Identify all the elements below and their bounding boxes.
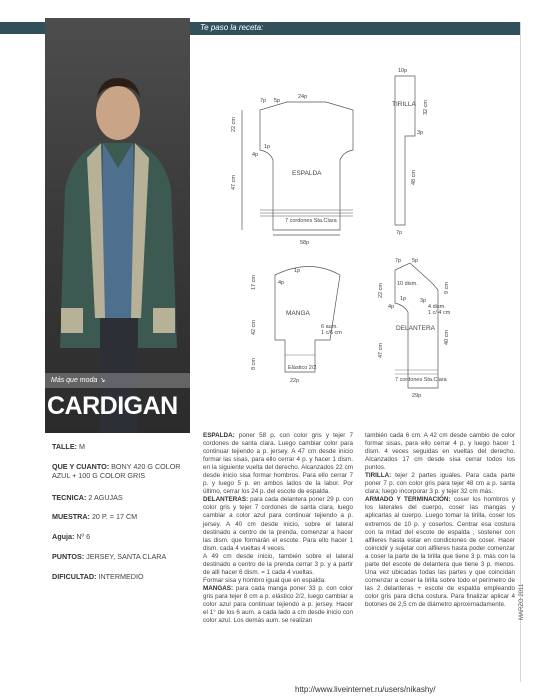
spec-value: BONY 420 G COLOR AZUL + 100 G COLOR GRIS: [52, 462, 181, 480]
espalda-armhole-label: 4p: [252, 152, 259, 158]
pattern-diagram: [190, 40, 520, 400]
delantera-cerrar-label: 3p: [420, 298, 427, 304]
instruction-heading: ARMADO Y TERMINACIÓN:: [365, 496, 451, 504]
manga-elastico-label: Elástico 2/2: [288, 365, 317, 371]
instructions-column-2: [365, 432, 515, 609]
delantera-height1: 22 cm: [378, 283, 384, 298]
espalda-title: ESPALDA: [292, 170, 322, 177]
manga-height: 42 cm: [251, 320, 257, 335]
espalda-height1: 22 cm: [231, 117, 237, 132]
tirilla-diagram: [395, 76, 415, 225]
delantera-height3: 9 cm: [444, 282, 450, 294]
recipe-header-bar: [190, 22, 520, 35]
instruction-paragraph: [365, 496, 515, 609]
tirilla-height1: 32 cm: [423, 100, 429, 115]
tirilla-top-label: 10p: [398, 68, 408, 74]
instruction-text: poner 58 p. con color gris y tejer 7 cordones de santa clara. Luego cambiar color para continuar tejiendo a p. jersey. A 47 cm desde inicio formar las sisas, para ello cerrar 4 p. y hacer 1 dism. en la siguiente vuelta del derecho. Alcanzados 22 cm desde inicio sisa formar hombros. Para ello cerrar 7 p. y luego 5 p. en ambos lados de la labor. Por último, cerrar los 24 p. del escote de espalda.: [203, 432, 353, 496]
instruction-text: para cada manga poner 33 p. con color gris para tejer 8 cm a p. elástico 2/2, luego cambiar a color azul para continuar tejiendo a p. jersey. Hacer el 1° de los 6 aum. a cada lado a cm desde inicio con color azul. Los demás aum. se realizan: [203, 584, 353, 625]
manga-top-height: 17 cm: [251, 275, 257, 290]
spec-tecnica: [52, 493, 123, 502]
spec-label: TECNICA:: [52, 493, 87, 502]
espalda-sleeve-label: 1p: [264, 144, 271, 150]
spec-puntos: [52, 552, 166, 561]
instructions-column-1: [203, 432, 353, 625]
spec-que-y-cuanto: [52, 462, 187, 480]
spec-talle: [52, 442, 85, 451]
delantera-sleeve-label: 1p: [400, 296, 407, 302]
page-title: CARDIGAN: [47, 392, 178, 420]
spec-value: 20 P. = 17 CM: [91, 512, 138, 521]
instruction-paragraph: [203, 577, 353, 585]
tirilla-height2: 48 cm: [411, 170, 417, 185]
instruction-heading: DELANTERAS:: [203, 496, 249, 504]
delantera-armhole-label: 4p: [388, 304, 395, 310]
instruction-heading: ESPALDA:: [203, 432, 235, 439]
model-photo: [45, 18, 190, 433]
instruction-paragraph: [365, 432, 515, 472]
instruction-paragraph: [203, 553, 353, 577]
instruction-text: también cada 6 cm. A 42 cm desde cambio de color formar sisas, para ello cerrar 4 p. y luego hacer 1 dism. 4 veces seguidas en vueltas del derecho. Alcanzados 17 cm desde sisa cerrar todos los puntos.: [365, 432, 515, 472]
spec-value: M: [79, 442, 86, 451]
manga-bottom-label: 22p: [290, 378, 300, 384]
spec-value: Nº 6: [76, 532, 91, 541]
manga-aum2-label: 1 c/6 cm: [321, 330, 342, 336]
spec-label: PUNTOS:: [52, 552, 85, 561]
delantera-title: DELANTERA: [396, 325, 436, 332]
instruction-text: para cada delantera poner 29 p. con color gris y tejer 7 cordones de santa clara, luego cambiar a color azul para continuar tejiendo a p. jersey. A 40 cm desde inicio, sobre el lateral destinado a centro de la prenda, comenzar a hacer las dism. que formarán el escote. Para ello hacer 1 dism. cada 4 vueltas 4 veces.: [203, 496, 354, 552]
delantera-height4: 40 cm: [444, 330, 450, 345]
espalda-diagram: [242, 102, 353, 235]
manga-dism-label: 1p: [294, 268, 301, 274]
spec-value: 2 AGUJAS: [88, 493, 123, 502]
espalda-height2: 47 cm: [231, 175, 237, 190]
manga-cuff-height: 8 cm: [251, 358, 257, 370]
espalda-band-label: 7 cordones Sta.Clara: [285, 218, 337, 224]
spec-label: DIFICULTAD:: [52, 572, 97, 581]
instruction-text: coser los hombros y los laterales del cuerpo, coser las mangas y aplicarlas al cuerpo. Luego tomar la tirilla, coser los extremos de 10 p. y coserlos. Centrar esa costura con la mitad del escote de espalda , sostener con alfileres hasta estar en condiciones de coser. Hacer coincidir y sujetar con alfileres hasta poder comenzar a coser la parte de la tirilla que tiene 3 p. más con la parte del escote de delantera que tiene 3 p. menos. Una vez ubicadas todas las partes y que coincidan comenzar a coser la tirilla sobre todo el perímetro de las 2 delanteras + escote de espalda empleando color gris para dicha costura. Para finalizar aplicar 4 botones de 2,5 cm de diámetro aproximadamente.: [365, 496, 516, 608]
instruction-heading: MANGAS:: [203, 584, 234, 592]
spec-aguja: [52, 532, 90, 541]
spec-value: JERSEY, SANTA CLARA: [86, 552, 167, 561]
tirilla-bottom-label: 7p: [396, 230, 403, 236]
instruction-heading: TIRILLA:: [365, 472, 392, 480]
delantera-shoulder2-label: 5p: [412, 258, 419, 264]
espalda-top-label: 24p: [298, 94, 308, 100]
category-label[interactable]: Más que moda ↘: [51, 377, 106, 384]
footer-url[interactable]: http://www.liveinternet.ru/users/nikashy/: [295, 685, 436, 694]
delantera-dism3-label: 1 c/ 4 cm: [428, 310, 451, 316]
espalda-shoulder2-label: 5p: [274, 98, 281, 104]
spec-label: MUESTRA:: [52, 512, 90, 521]
instruction-paragraph: [203, 496, 353, 552]
tirilla-title: TIRILLA: [392, 101, 416, 108]
footer-date: MARZO 2011: [519, 583, 525, 620]
category-bar: [45, 373, 190, 388]
instruction-paragraph: [203, 585, 353, 625]
spec-muestra: [52, 512, 137, 521]
delantera-shoulder-label: 7p: [395, 258, 402, 264]
manga-title: MANGA: [286, 310, 310, 317]
instruction-paragraph: [203, 432, 353, 496]
spec-label: Aguja:: [52, 532, 75, 541]
espalda-bottom-label: 58p: [300, 240, 310, 246]
delantera-height2: 47 cm: [378, 343, 384, 358]
delantera-dism2-label: 4 dism.: [428, 304, 446, 310]
instruction-text: Formar sisa y hombro igual que en espalda.: [203, 576, 326, 584]
spec-dificultad: [52, 572, 144, 581]
manga-aum-label: 6 aum.: [321, 324, 338, 330]
manga-diagram: [275, 267, 340, 373]
delantera-bottom-label: 29p: [412, 393, 422, 399]
delantera-band-label: 7 cordones Sta.Clara: [395, 377, 447, 383]
espalda-shoulder-label: 7p: [260, 98, 267, 104]
recipe-header-label: Te paso la receta:: [200, 23, 264, 32]
manga-armhole-label: 4p: [278, 280, 285, 286]
instruction-paragraph: [365, 472, 515, 496]
spec-value: INTERMEDIO: [98, 572, 144, 581]
instruction-text: tejer 2 partes iguales. Para cada parte poner 7 p. con color gris para tejer 48 cm a p. santa clara; luego incorporar 3 p. y tejer 32 cm más.: [365, 472, 516, 496]
instruction-text: A 49 cm desde inicio, también sobre el lateral destinado a centro de la prenda cerrar 3 p. y a partir de allí hacer 6 dism. = 1 cada 4 vueltas.: [203, 552, 353, 576]
tirilla-side-label: 3p: [417, 130, 424, 136]
delantera-dism-label: 10 dism.: [397, 281, 418, 287]
model-illustration: [45, 18, 190, 433]
header-stripe-left: [0, 22, 45, 34]
spec-label: TALLE:: [52, 442, 78, 451]
spec-label: QUE Y CUANTO:: [52, 462, 110, 471]
